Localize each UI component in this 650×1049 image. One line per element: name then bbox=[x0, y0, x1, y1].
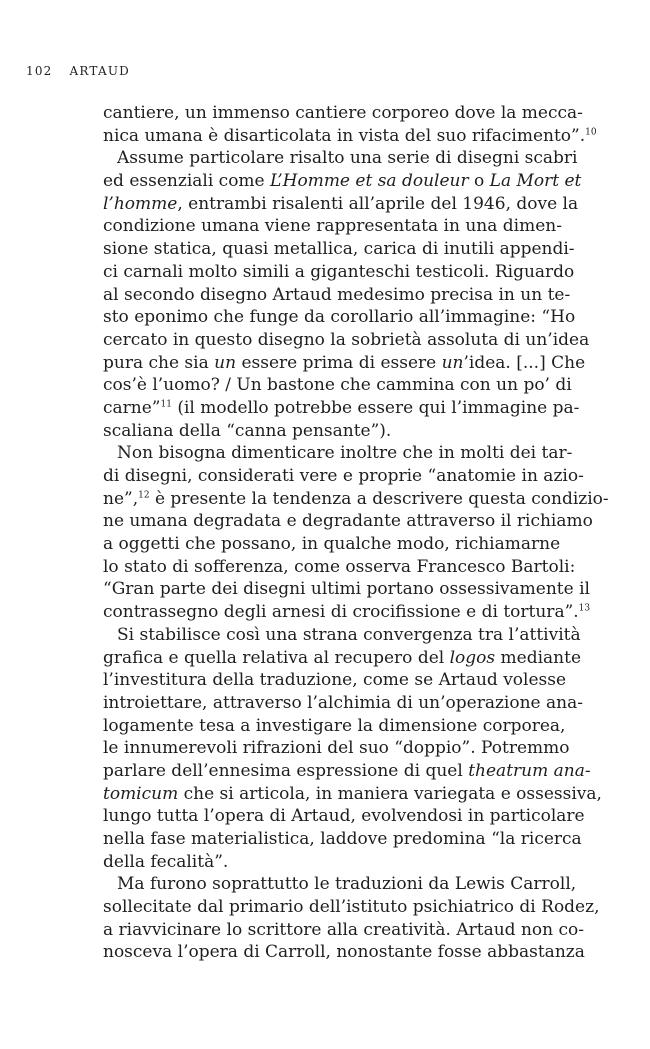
text-line bbox=[103, 352, 586, 375]
text-line bbox=[103, 306, 576, 329]
text-segment: Non bisogna dimenticare inoltre che in molti dei tar- bbox=[117, 443, 573, 464]
text-line bbox=[103, 533, 561, 556]
text-segment: ed essenziali come bbox=[103, 171, 271, 192]
footnote-marker: 12 bbox=[138, 490, 150, 501]
italic-text: un bbox=[441, 352, 464, 373]
text-segment: Si stabilisce così una strana convergenza tra l’attività bbox=[117, 624, 581, 645]
text-line bbox=[103, 624, 581, 647]
text-segment: cantiere, un immenso cantiere corporeo dove la mecca- bbox=[103, 103, 583, 123]
text-segment: lungo tutta l’opera di Artaud, evolvendosi in particolare bbox=[103, 806, 585, 827]
text-segment: sione statica, quasi metallica, carica di inutili appendi- bbox=[103, 239, 575, 260]
text-line bbox=[103, 329, 590, 352]
text-segment: mediante bbox=[495, 647, 582, 668]
running-title: ARTAUD bbox=[69, 64, 130, 78]
text-segment: logamente tesa a investigare la dimensione corporea, bbox=[103, 715, 566, 736]
italic-text: theatrum ana- bbox=[468, 760, 591, 781]
footnote-marker: 10 bbox=[585, 127, 597, 138]
text-line bbox=[103, 941, 585, 964]
text-line bbox=[103, 896, 600, 919]
text-line bbox=[103, 125, 597, 148]
text-segment: ne”, bbox=[103, 488, 139, 509]
text-line bbox=[103, 442, 573, 465]
text-line bbox=[103, 170, 582, 193]
text-segment: nica umana è disarticolata in vista del suo rifacimento”. bbox=[103, 125, 586, 146]
text-segment: introiettare, attraverso l’alchimia di un’operazione ana- bbox=[103, 692, 583, 713]
italic-text: logos bbox=[449, 647, 496, 668]
text-line bbox=[103, 805, 585, 828]
text-segment: sollecitate dal primario dell’istituto psichiatrico di Rodez, bbox=[103, 897, 600, 918]
text-line bbox=[103, 488, 609, 511]
italic-text: l’homme bbox=[103, 193, 178, 214]
text-segment: ne umana degradata e degradante attraverso il richiamo bbox=[103, 511, 593, 532]
text-segment: contrassegno degli arnesi di crocifissione e di tortura”. bbox=[103, 602, 579, 623]
page-number: 102 bbox=[26, 64, 53, 78]
text-line bbox=[103, 284, 571, 307]
text-segment: (il modello potrebbe essere qui l’immagine pa- bbox=[171, 397, 580, 418]
text-segment: ’idea. [...] Che bbox=[463, 352, 586, 373]
text-segment: pura che sia bbox=[103, 352, 215, 373]
text-segment: parlare dell’ennesima espressione di quel bbox=[103, 760, 469, 781]
italic-text: La Mort et bbox=[489, 171, 582, 192]
text-segment: le innumerevoli rifrazioni del suo “doppio”. Potremmo bbox=[103, 738, 570, 759]
italic-text: un bbox=[214, 352, 237, 373]
text-segment: cercato in questo disegno la sobrietà assoluta di un’idea bbox=[103, 329, 590, 350]
text-line bbox=[103, 397, 580, 420]
text-segment: o bbox=[468, 171, 490, 192]
text-line bbox=[103, 919, 585, 942]
text-line bbox=[103, 828, 582, 851]
text-line bbox=[103, 715, 566, 738]
text-segment: Assume particolare risalto una serie di disegni scabri bbox=[117, 148, 578, 169]
text-segment: grafica e quella relativa al recupero del bbox=[103, 647, 450, 668]
text-line bbox=[103, 261, 575, 284]
text-line bbox=[103, 601, 591, 624]
text-line bbox=[103, 420, 555, 443]
text-segment: nella fase materialistica, laddove predomina “la ricerca bbox=[103, 829, 582, 849]
text-line bbox=[103, 215, 562, 238]
text-line bbox=[103, 193, 579, 216]
text-line bbox=[103, 510, 593, 533]
text-line bbox=[103, 238, 575, 261]
italic-text: L’Homme et sa douleur bbox=[270, 171, 469, 192]
text-segment: a riavvicinare lo scrittore alla creatività. Artaud non co- bbox=[103, 919, 585, 940]
text-segment: carne” bbox=[103, 397, 161, 418]
text-line bbox=[103, 578, 590, 601]
italic-text: tomicum bbox=[103, 783, 179, 804]
text-line bbox=[103, 465, 584, 488]
text-segment: scaliana della “canna pensante”). bbox=[103, 420, 392, 441]
text-segment: di disegni, considerati vere e proprie “anatomie in azio- bbox=[103, 466, 584, 486]
text-segment: che si articola, in maniera variegata e ossessiva, bbox=[178, 783, 602, 804]
text-segment: è presente la tendenza a descrivere questa condizio- bbox=[149, 488, 609, 509]
body-text bbox=[103, 102, 609, 964]
text-segment: l’investitura della traduzione, come se Artaud volesse bbox=[103, 670, 567, 691]
text-line bbox=[103, 692, 583, 715]
text-segment: condizione umana viene rappresentata in una dimen- bbox=[103, 216, 562, 237]
footnote-marker: 11 bbox=[160, 399, 172, 410]
text-line bbox=[103, 737, 570, 760]
text-segment: cos’è l’uomo? / Un bastone che cammina con un po’ di bbox=[103, 375, 572, 396]
text-line bbox=[103, 669, 567, 692]
text-line bbox=[103, 374, 572, 397]
footnote-marker: 13 bbox=[578, 603, 591, 614]
text-line bbox=[103, 851, 555, 874]
text-segment: “Gran parte dei disegni ultimi portano ossessivamente il bbox=[103, 579, 590, 600]
running-head bbox=[26, 64, 130, 78]
text-segment: a oggetti che possano, in qualche modo, richiamarne bbox=[103, 534, 561, 555]
text-segment: della fecalità”. bbox=[103, 851, 229, 872]
text-segment: Ma furono soprattutto le traduzioni da Lewis Carroll, bbox=[117, 874, 577, 895]
text-line bbox=[103, 102, 583, 125]
text-line bbox=[103, 760, 591, 783]
text-segment: nosceva l’opera di Carroll, nonostante fosse abbastanza bbox=[103, 942, 585, 963]
text-line bbox=[103, 556, 576, 579]
text-line bbox=[103, 783, 602, 806]
text-segment: ci carnali molto simili a giganteschi testicoli. Riguardo bbox=[103, 261, 575, 282]
text-segment: sto eponimo che funge da corollario all’immagine: “Ho bbox=[103, 307, 576, 328]
text-segment: lo stato di sofferenza, come osserva Francesco Bartoli: bbox=[103, 556, 576, 577]
text-line bbox=[103, 647, 582, 670]
text-line bbox=[103, 873, 577, 896]
text-segment: essere prima di essere bbox=[236, 352, 442, 373]
text-segment: al secondo disegno Artaud medesimo precisa in un te- bbox=[103, 284, 571, 305]
text-segment: , entrambi risalenti all’aprile del 1946, dove la bbox=[177, 193, 579, 214]
text-line bbox=[103, 147, 578, 170]
